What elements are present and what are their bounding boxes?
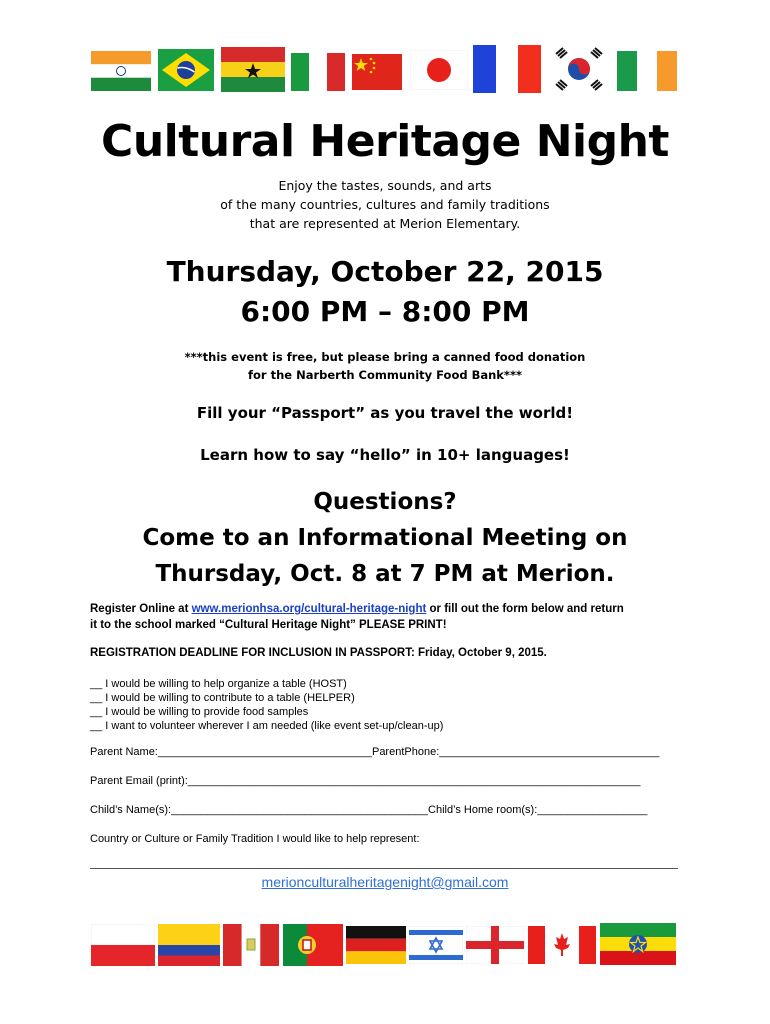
intro-text bbox=[0, 176, 770, 233]
india-flag bbox=[91, 51, 151, 91]
ireland-flag bbox=[617, 51, 677, 91]
top-flag-row bbox=[0, 40, 770, 100]
parent-name-phone-field: Parent Name:___________________________________ParentPhone:____________________________________ bbox=[90, 746, 660, 758]
passport-text: Fill your “Passport” as you travel the world! bbox=[196, 404, 574, 422]
intro-line: Enjoy the tastes, sounds, and arts bbox=[278, 178, 492, 193]
contact-email[interactable]: merionculturalheritagenight@gmail.com bbox=[261, 874, 509, 890]
ghana-flag bbox=[221, 47, 285, 92]
event-date: Thursday, October 22, 2015 bbox=[166, 255, 604, 288]
register-prefix: Register Online at bbox=[90, 603, 192, 615]
questions-block bbox=[0, 484, 770, 592]
volunteer-options bbox=[90, 677, 690, 733]
colombia-flag bbox=[158, 924, 220, 966]
germany-flag bbox=[346, 926, 406, 964]
register-line2: it to the school marked “Cultural Heritage Night” PLEASE PRINT! bbox=[90, 619, 447, 631]
peru-flag bbox=[223, 924, 279, 966]
japan-flag bbox=[410, 50, 468, 90]
china-flag bbox=[352, 54, 402, 90]
questions-line: Thursday, Oct. 8 at 7 PM at Merion. bbox=[155, 561, 615, 587]
poland-flag bbox=[91, 924, 155, 966]
free-note-line: for the Narberth Community Food Bank*** bbox=[248, 368, 522, 382]
child-name-room-field: Child’s Name(s):__________________________________________Child’s Home room(s):__________________ bbox=[90, 804, 648, 816]
option-host: __ I would be willing to help organize a table (HOST) bbox=[90, 678, 347, 690]
free-event-note bbox=[0, 348, 770, 384]
option-volunteer: __ I want to volunteer wherever I am needed (like event set-up/clean-up) bbox=[90, 720, 444, 732]
england-flag bbox=[466, 926, 524, 964]
italy-flag bbox=[291, 53, 345, 91]
option-helper: __ I would be willing to contribute to a table (HELPER) bbox=[90, 692, 355, 704]
intro-line: that are represented at Merion Elementary. bbox=[249, 216, 521, 231]
israel-flag bbox=[409, 926, 463, 964]
page-title: Cultural Heritage Night bbox=[101, 116, 669, 167]
option-food: __ I would be willing to provide food samples bbox=[90, 706, 309, 718]
register-link[interactable]: www.merionhsa.org/cultural-heritage-night bbox=[191, 603, 427, 615]
france-flag bbox=[473, 45, 541, 93]
country-culture-field: Country or Culture or Family Tradition I would like to help represent: bbox=[90, 833, 420, 845]
portugal-flag bbox=[283, 924, 343, 966]
hello-text: Learn how to say “hello” in 10+ languages! bbox=[200, 446, 570, 464]
brazil-flag bbox=[158, 49, 214, 91]
bottom-flag-row bbox=[0, 920, 770, 980]
event-time: 6:00 PM – 8:00 PM bbox=[240, 295, 530, 328]
parent-email-field: Parent Email (print):__________________________________________________________________________ bbox=[90, 775, 641, 787]
country-answer-line bbox=[90, 868, 678, 869]
south-korea-flag bbox=[550, 45, 608, 93]
intro-line: of the many countries, cultures and family traditions bbox=[220, 197, 550, 212]
questions-line: Come to an Informational Meeting on bbox=[142, 525, 628, 551]
registration-deadline: REGISTRATION DEADLINE FOR INCLUSION IN PASSPORT: Friday, October 9, 2015. bbox=[90, 647, 547, 659]
canada-flag bbox=[528, 926, 596, 964]
ethiopia-flag bbox=[600, 923, 676, 965]
free-note-line: ***this event is free, but please bring a canned food donation bbox=[184, 350, 586, 364]
questions-line: Questions? bbox=[313, 489, 457, 515]
register-suffix: or fill out the form below and return bbox=[426, 603, 624, 615]
event-datetime bbox=[0, 252, 770, 332]
register-instructions bbox=[90, 601, 690, 633]
